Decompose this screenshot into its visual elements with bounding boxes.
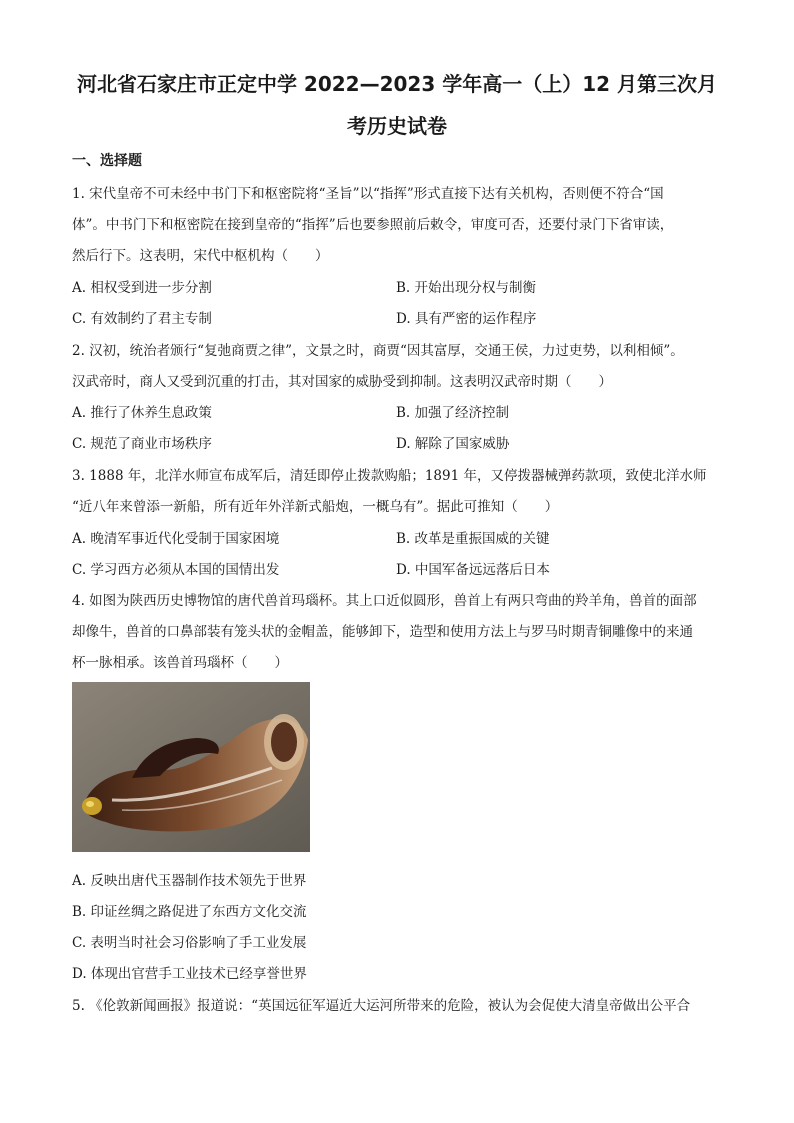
question-1-line-3: 然后行下。这表明，宋代中枢机构（ ） (72, 248, 329, 264)
question-1-option-b: B. 开始出现分权与制衡 (396, 280, 537, 296)
section-heading: 一、选择题 (72, 153, 142, 169)
question-4-option-a: A. 反映出唐代玉器制作技术领先于世界 (72, 873, 307, 889)
question-2-option-a: A. 推行了休养生息政策 (72, 405, 212, 421)
question-2-option-b: B. 加强了经济控制 (396, 405, 510, 421)
question-2-line-2: 汉武帝时，商人又受到沉重的打击，其对国家的威胁受到抑制。这表明汉武帝时期（ ） (72, 374, 612, 390)
question-1-line-1: 1. 宋代皇帝不可未经中书门下和枢密院将“圣旨”以“指挥”形式直接下达有关机构，否则便不符合“国 (72, 186, 664, 202)
question-4-line-1: 4. 如图为陕西历史博物馆的唐代兽首玛瑙杯。其上口近似圆形，兽首上有两只弯曲的羚羊角，兽首的面部 (72, 593, 697, 609)
question-3-line-1: 3. 1888 年，北洋水师宣布成军后，清廷即停止拨款购船；1891 年，又停拨器械弹药款项，致使北洋水师 (72, 468, 707, 484)
question-5-line-1: 5. 《伦敦新闻画报》报道说：“英国远征军逼近大运河所带来的危险，被认为会促使大清皇帝做出公平合 (72, 998, 691, 1014)
question-4-option-d: D. 体现出官营手工业技术已经享誉世界 (72, 966, 307, 982)
agate-rhyton-photo (72, 682, 310, 852)
question-3-option-d: D. 中国军备远远落后日本 (396, 562, 550, 578)
question-4-line-2: 却像牛，兽首的口鼻部装有笼头状的金帽盖，能够卸下，造型和使用方法上与罗马时期青铜雕像中的来通 (72, 624, 693, 640)
question-1-option-c: C. 有效制约了君主专制 (72, 311, 212, 327)
question-4-option-c: C. 表明当时社会习俗影响了手工业发展 (72, 935, 307, 951)
question-3-option-a: A. 晚清军事近代化受制于国家困境 (72, 531, 280, 547)
question-2-option-c: C. 规范了商业市场秩序 (72, 436, 212, 452)
question-4-option-b: B. 印证丝绸之路促进了东西方文化交流 (72, 904, 307, 920)
question-1-option-a: A. 相权受到进一步分割 (72, 280, 212, 296)
question-2-option-d: D. 解除了国家威胁 (396, 436, 510, 452)
exam-title-line-2: 考历史试卷 (347, 114, 447, 138)
question-4-line-3: 杯一脉相承。该兽首玛瑙杯（ ） (72, 655, 288, 671)
question-1-line-2: 体”。中书门下和枢密院在接到皇帝的“指挥”后也要参照前后敕令，审度可否，还要付录门下省审读， (72, 217, 674, 233)
question-3-option-b: B. 改革是重振国威的关键 (396, 531, 550, 547)
question-3-line-2: “近八年来曾添一新船，所有近年外洋新式船炮，一概乌有”。据此可推知（ ） (72, 499, 559, 515)
exam-title-line-1: 河北省石家庄市正定中学 2022—2023 学年高一（上）12 月第三次月 (76, 72, 718, 96)
question-3-option-c: C. 学习西方必须从本国的国情出发 (72, 562, 280, 578)
question-2-line-1: 2. 汉初，统治者颁行“复弛商贾之律”，文景之时，商贾“因其富厚，交通王侯，力过吏势，以利相倾”。 (72, 343, 684, 359)
question-1-option-d: D. 具有严密的运作程序 (396, 311, 537, 327)
